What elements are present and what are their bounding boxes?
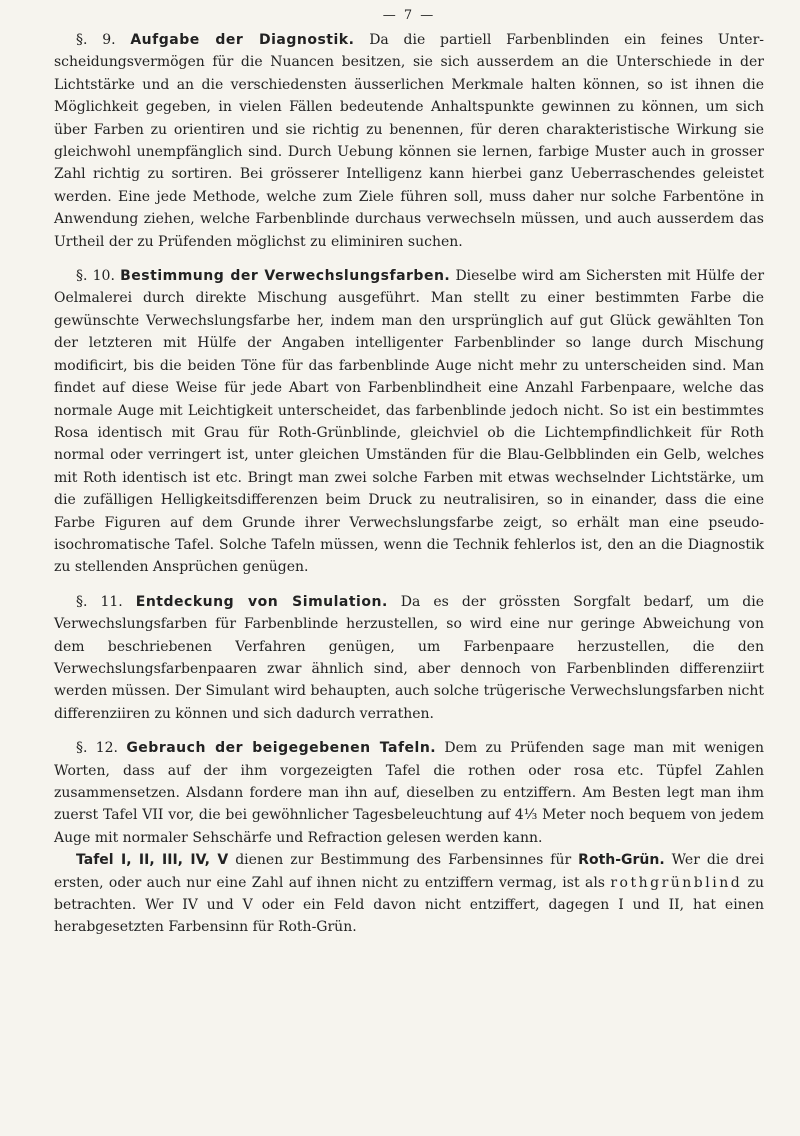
section-9 — [54, 29, 764, 253]
section-text: Da es der grössten Sorgfalt bedarf, um die Verwechslungsfarben für Farbenblinde herzustellen, so wird eine nur geringe Abweichung von dem beschriebenen Verfahren genügen, um Farbenpaare herzustellen, die den Verwechslungsfarbenpaaren zwar ähnlich sind, aber dennoch von Farbenblinden differenziirt werden müssen. Der Simulant wird behaupten, auch solche trügerische Verwechslungsfarben nicht differenziiren zu können und sich dadurch verrathen. — [54, 593, 765, 722]
tables-paragraph — [54, 849, 764, 939]
section-title: Aufgabe der Diagnostik. — [130, 32, 355, 48]
paragraph-text: zu betrachten. Wer IV und V oder ein Feld davon nicht entziffert, dagegen I und II, hat einen herabgesetzten Farbensinn für Roth-Grün. — [54, 874, 764, 936]
spaced-term: rothgrünblind — [610, 874, 743, 891]
section-number: §. 9. — [76, 32, 116, 48]
section-title: Entdeckung von Simulation. — [135, 593, 388, 610]
section-number: §. 10. — [76, 268, 115, 285]
paragraph-text: Wer die drei ersten, oder auch nur eine Zahl auf ihnen nicht zu entziffern vermag, ist als — [54, 852, 764, 891]
section-title: Bestimmung der Verwechslungsfarben. — [120, 268, 451, 285]
section-text: Da die partiell Farbenblinden ein feines Unterscheidungsvermögen für die Nuancen besitzen, sie sich ausserdem an die Unterschiede in der Lichtstärke und an die verschiedensten äusserlichen Merkmale halten können, so ist ihnen die Möglichkeit gegeben, in vielen Fällen bedeutende Anhaltspunkte gewinnen zu können, um sich über Farben zu orientiren und sie richtig zu benennen, für deren charakteristische Wirkung sie gleichwohl unempfänglich sind. Durch Uebung können sie lernen, farbige Muster auch in grosser Zahl richtig zu sortiren. Bei grösserer Intelligenz kann hierbei ganz Ueberraschendes geleistet werden. Eine jede Methode, welche zum Ziele führen soll, muss daher nur solche Farbentöne in Anwendung ziehen, welche Farbenblinde durchaus verwechseln müssen, und auch ausserdem das Urtheil der zu Prüfenden möglichst zu eliminiren suchen. — [54, 32, 765, 250]
section-10 — [54, 265, 764, 579]
paragraph-text: dienen zur Bestimmung des Farbensinnes für — [235, 852, 572, 869]
page-number: — 7 — — [382, 8, 436, 23]
section-12 — [54, 737, 764, 849]
section-11 — [54, 591, 764, 725]
section-number: §. 12. — [76, 740, 119, 757]
section-text: Dem zu Prüfenden sage man mit wenigen Worten, dass auf der ihm vorgezeigten Tafel die rothen oder rosa etc. Tüpfel Zahlen zusammensetzen. Alsdann fordere man ihn auf, dieselben zu entziffern. Am Besten legt man ihm zuerst Tafel VII vor, die bei gewöhnlicher Tagesbeleuchtung auf 4⅓ Meter noch bequem von jedem Auge mit normaler Sehschärfe und Refraction gelesen werden kann. — [54, 740, 765, 846]
section-title: Gebrauch der beigegebenen Tafeln. — [126, 740, 437, 757]
bold-term: Roth-Grün. — [578, 852, 665, 869]
section-number: §. 11. — [76, 593, 123, 610]
tables-label: Tafel I, II, III, IV, V — [76, 852, 229, 869]
section-text: Dieselbe wird am Sichersten mit Hülfe der Oelmalerei durch direkte Mischung ausgeführt. Man stellt zu einer bestimmten Farbe die gewünschte Verwechslungsfarbe her, indem man den ursprünglich auf gut Glück gewählten Ton der letzteren mit Hülfe der Angaben intelligenter Farbenblinder so lange durch Mischung modificirt, bis die beiden Töne für das farbenblinde Auge nicht mehr zu unterscheiden sind. Man findet auf diese Weise für jede Abart von Farbenblindheit eine Anzahl Farbenpaare, welche das normale Auge mit Leichtigkeit unterscheidet, das farbenblinde jedoch nicht. So ist ein bestimmtes Rosa identisch mit Grau für Roth-Grünblinde, gleichviel ob die Lichtempfindlichkeit für Roth normal oder verringert ist, unter gleichen Umständen für die Blau-Gelbblinden ein Gelb, welches mit Roth identisch ist etc. Bringt man zwei solche Farben mit etwas wechselnder Lichtstärke, um die zufälligen Helligkeitsdifferenzen beim Druck zu neutralisiren, so in einander, dass die eine Farbe Figuren auf dem Grunde ihrer Verwechslungsfarbe zeigt, so erhält man eine pseudoisochromatische Tafel. Solche Tafeln müssen, wenn die Technik fehlerlos ist, den an die Diagnostik zu stellenden Ansprüchen genügen. — [54, 268, 765, 576]
